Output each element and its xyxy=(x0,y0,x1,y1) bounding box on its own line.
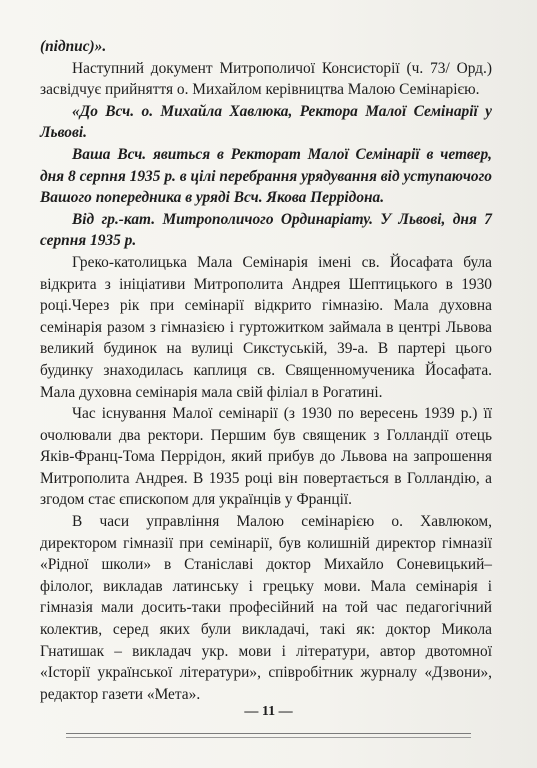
paragraph-consistory: Наступний документ Митрополичої Консисторії (ч. 73/ Орд.) засвідчує прийняття о. Михайлом керівництва Малою Семінарією. xyxy=(40,59,492,99)
quote-signature: Від гр.-кат. Митрополичого Ординаріату. У Львові, дня 7 серпня 1935 р. xyxy=(40,210,492,250)
page-number: — 11 — xyxy=(244,704,293,719)
footer-rule-secondary xyxy=(66,737,471,738)
signature-note: (підпис)». xyxy=(40,38,107,55)
paragraph-faculty: В часи управління Малою семінарією о. Хавлюком, директором гімназії при семінарії, був колишній директор гімназії «Рідної школи» в Станіславі доктор Михайло Соневицький– філолог, викладав латинську і грецьку мови. Мала семінарія і гімназія мали досить-таки професійний на той час педагогічний колектив, серед яких були викладачі, такі як: доктор Микола Гнатишак – викладач укр. мови і літератури, автор двотомної «Історії української літератури», співробітник журналу «Дзвони», редактор газети «Мета». xyxy=(40,513,492,703)
document-body xyxy=(40,36,492,705)
paragraph-seminary-history: Греко-католицька Мала Семінарія імені св. Йосафата була відкрита з ініціативи Митрополита Андрея Шептицького в 1930 році.Через рік при семінарії відкрито гімназію. Мала духовна семінарія разом з гімназією і гуртожитком займала в центрі Львова великий будинок на вулиці Сикстуській, 39-а. В партері цього будинку знаходилась каплиця св. Священномученика Йосафата. Мала духовна семінарія мала свій філіал в Рогатині. xyxy=(40,253,492,401)
footer-rule xyxy=(66,733,471,734)
quote-address: «До Всч. о. Михайла Хавлюка, Ректора Малої Семінарії у Львові. xyxy=(40,102,492,142)
paragraph-rectors: Час існування Малої семінарії (з 1930 по вересень 1939 р.) її очолювали два ректори. Першим був священик з Голландії отець Яків-Франц-Тома Перрідон, який прибув до Львова на запрошення Митрополита Андрея. В 1935 році він повертається в Голландію, а згодом стає єпископом для українців у Франції. xyxy=(40,405,492,509)
quote-instruction: Ваша Всч. явиться в Ректорат Малої Семінарії в четвер, дня 8 серпня 1935 р. в цілі перебрання урядування від уступаючого Вашого попередника в уряді Всч. Якова Перрідона. xyxy=(40,145,492,207)
